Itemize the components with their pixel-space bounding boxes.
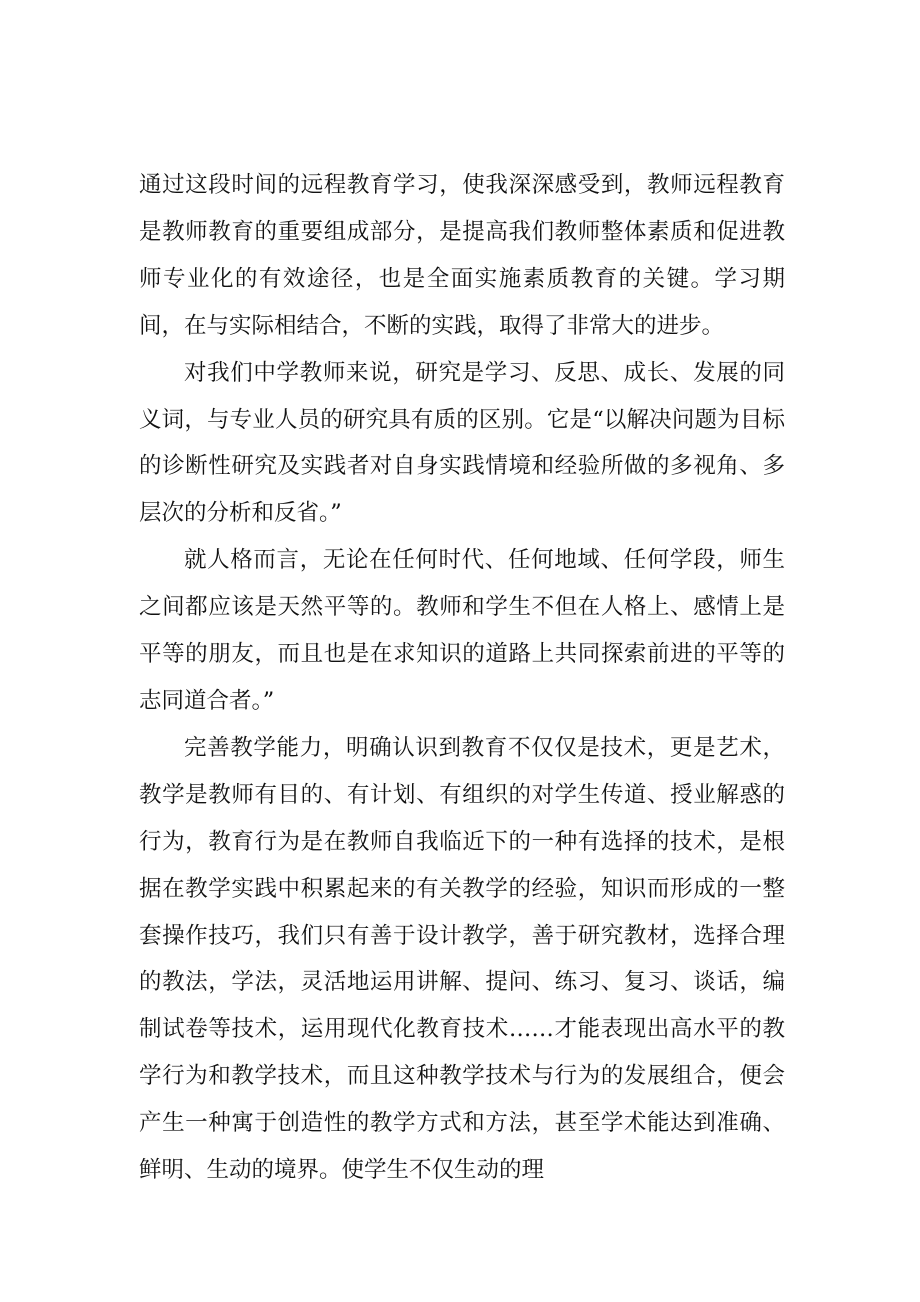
paragraph-teaching-ability: 完善教学能力，明确认识到教育不仅仅是技术，更是艺术，教学是教师有目的、有计划、有组织的对学生传道、授业解惑的行为，教育行为是在教师自我临近下的一种有选择的技术，是根据在教学实践中积累起来的有关教学的经验，知识而形成的一整套操作技巧，我们只有善于设计教学，善于研究教材，选择合理的教法，学法，灵活地运用讲解、提问、练习、复习、谈话，编制试卷等技术，运用现代化教育技术……才能表现出高水平的教学行为和教学技术，而且这种教学技术与行为的发展组合，便会产生一种寓于创造性的教学方式和方法，甚至学术能达到准确、鲜明、生动的境界。使学生不仅生动的理 bbox=[139, 734, 785, 1184]
paragraph-remote-education: 通过这段时间的远程教育学习，使我深深感受到，教师远程教育是教师教育的重要组成部分，是提高我们教师整体素质和促进教师专业化的有效途径，也是全面实施素质教育的关键。学习期间，在与实际相结合，不断的实践，取得了非常大的进步。 bbox=[139, 172, 785, 339]
paragraph-research-definition: 对我们中学教师来说，研究是学习、反思、成长、发展的同义词，与专业人员的研究具有质的区别。它是“以解决问题为目标的诊断性研究及实践者对自身实践情境和经验所做的多视角、多层次的分析和反省。” bbox=[139, 359, 785, 527]
paragraph-teacher-student-equality: 就人格而言，无论在任何时代、任何地域、任何学段，师生之间都应该是天然平等的。教师和学生不但在人格上、感情上是平等的朋友，而且也是在求知识的道路上共同探索前进的平等的志同道合者。” bbox=[139, 547, 785, 714]
document-body bbox=[139, 162, 785, 1194]
